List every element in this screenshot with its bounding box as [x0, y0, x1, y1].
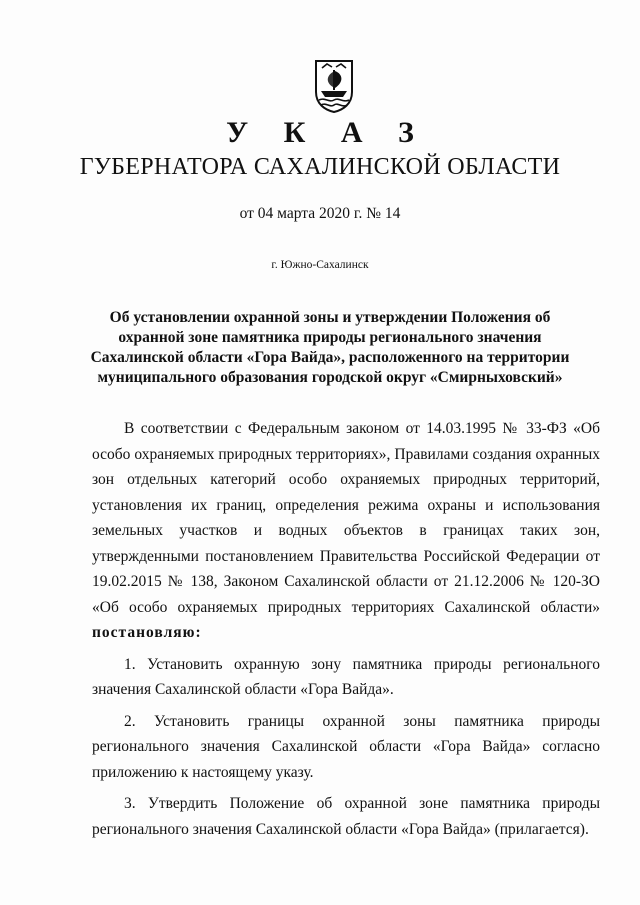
item-2: 2. Установить границы охранной зоны памятника природы регионального значения Сахалинской области «Гора Вайда» согласно приложению к настоящему указу. — [92, 712, 600, 781]
document-title: У К А З — [226, 116, 428, 149]
decree-word: постановляю: — [92, 624, 202, 641]
preamble-paragraph — [92, 416, 600, 646]
document-date: от 04 марта 2020 г. № 14 — [239, 205, 401, 222]
document-place: г. Южно-Сахалинск — [271, 259, 369, 271]
document-body — [92, 416, 600, 848]
item-3: 3. Утвердить Положение об охранной зоне памятника природы регионального значения Сахалинской области «Гора Вайда» (прилагается). — [92, 795, 600, 838]
document-heading: Об установлении охранной зоны и утверждении Положения об охранной зоне памятника природы регионального значения Сахалинской области «Гора Вайда», расположенного на территории муниципального образования городской округ «Смирныховский» — [90, 309, 570, 386]
coat-of-arms-icon — [313, 58, 355, 114]
item-1: 1. Установить охранную зону памятника природы регионального значения Сахалинской области «Гора Вайда». — [92, 655, 600, 698]
preamble-text: В соответствии с Федеральным законом от 14.03.1995 № 33-ФЗ «Об особо охраняемых природных территориях», Правилами создания охранных зон отдельных категорий особо охраняемых природных территорий, установления их границ, определения режима охраны и использования земельных участков и водных объектов в границах таких зон, утвержденными постановлением Правительства Российской Федерации от 19.02.2015 № 138, Законом Сахалинской области от 21.12.2006 № 120-ЗО «Об особо охраняемых природных территориях Сахалинской области» — [92, 420, 600, 616]
document-subtitle: ГУБЕРНАТОРА САХАЛИНСКОЙ ОБЛАСТИ — [79, 154, 561, 180]
